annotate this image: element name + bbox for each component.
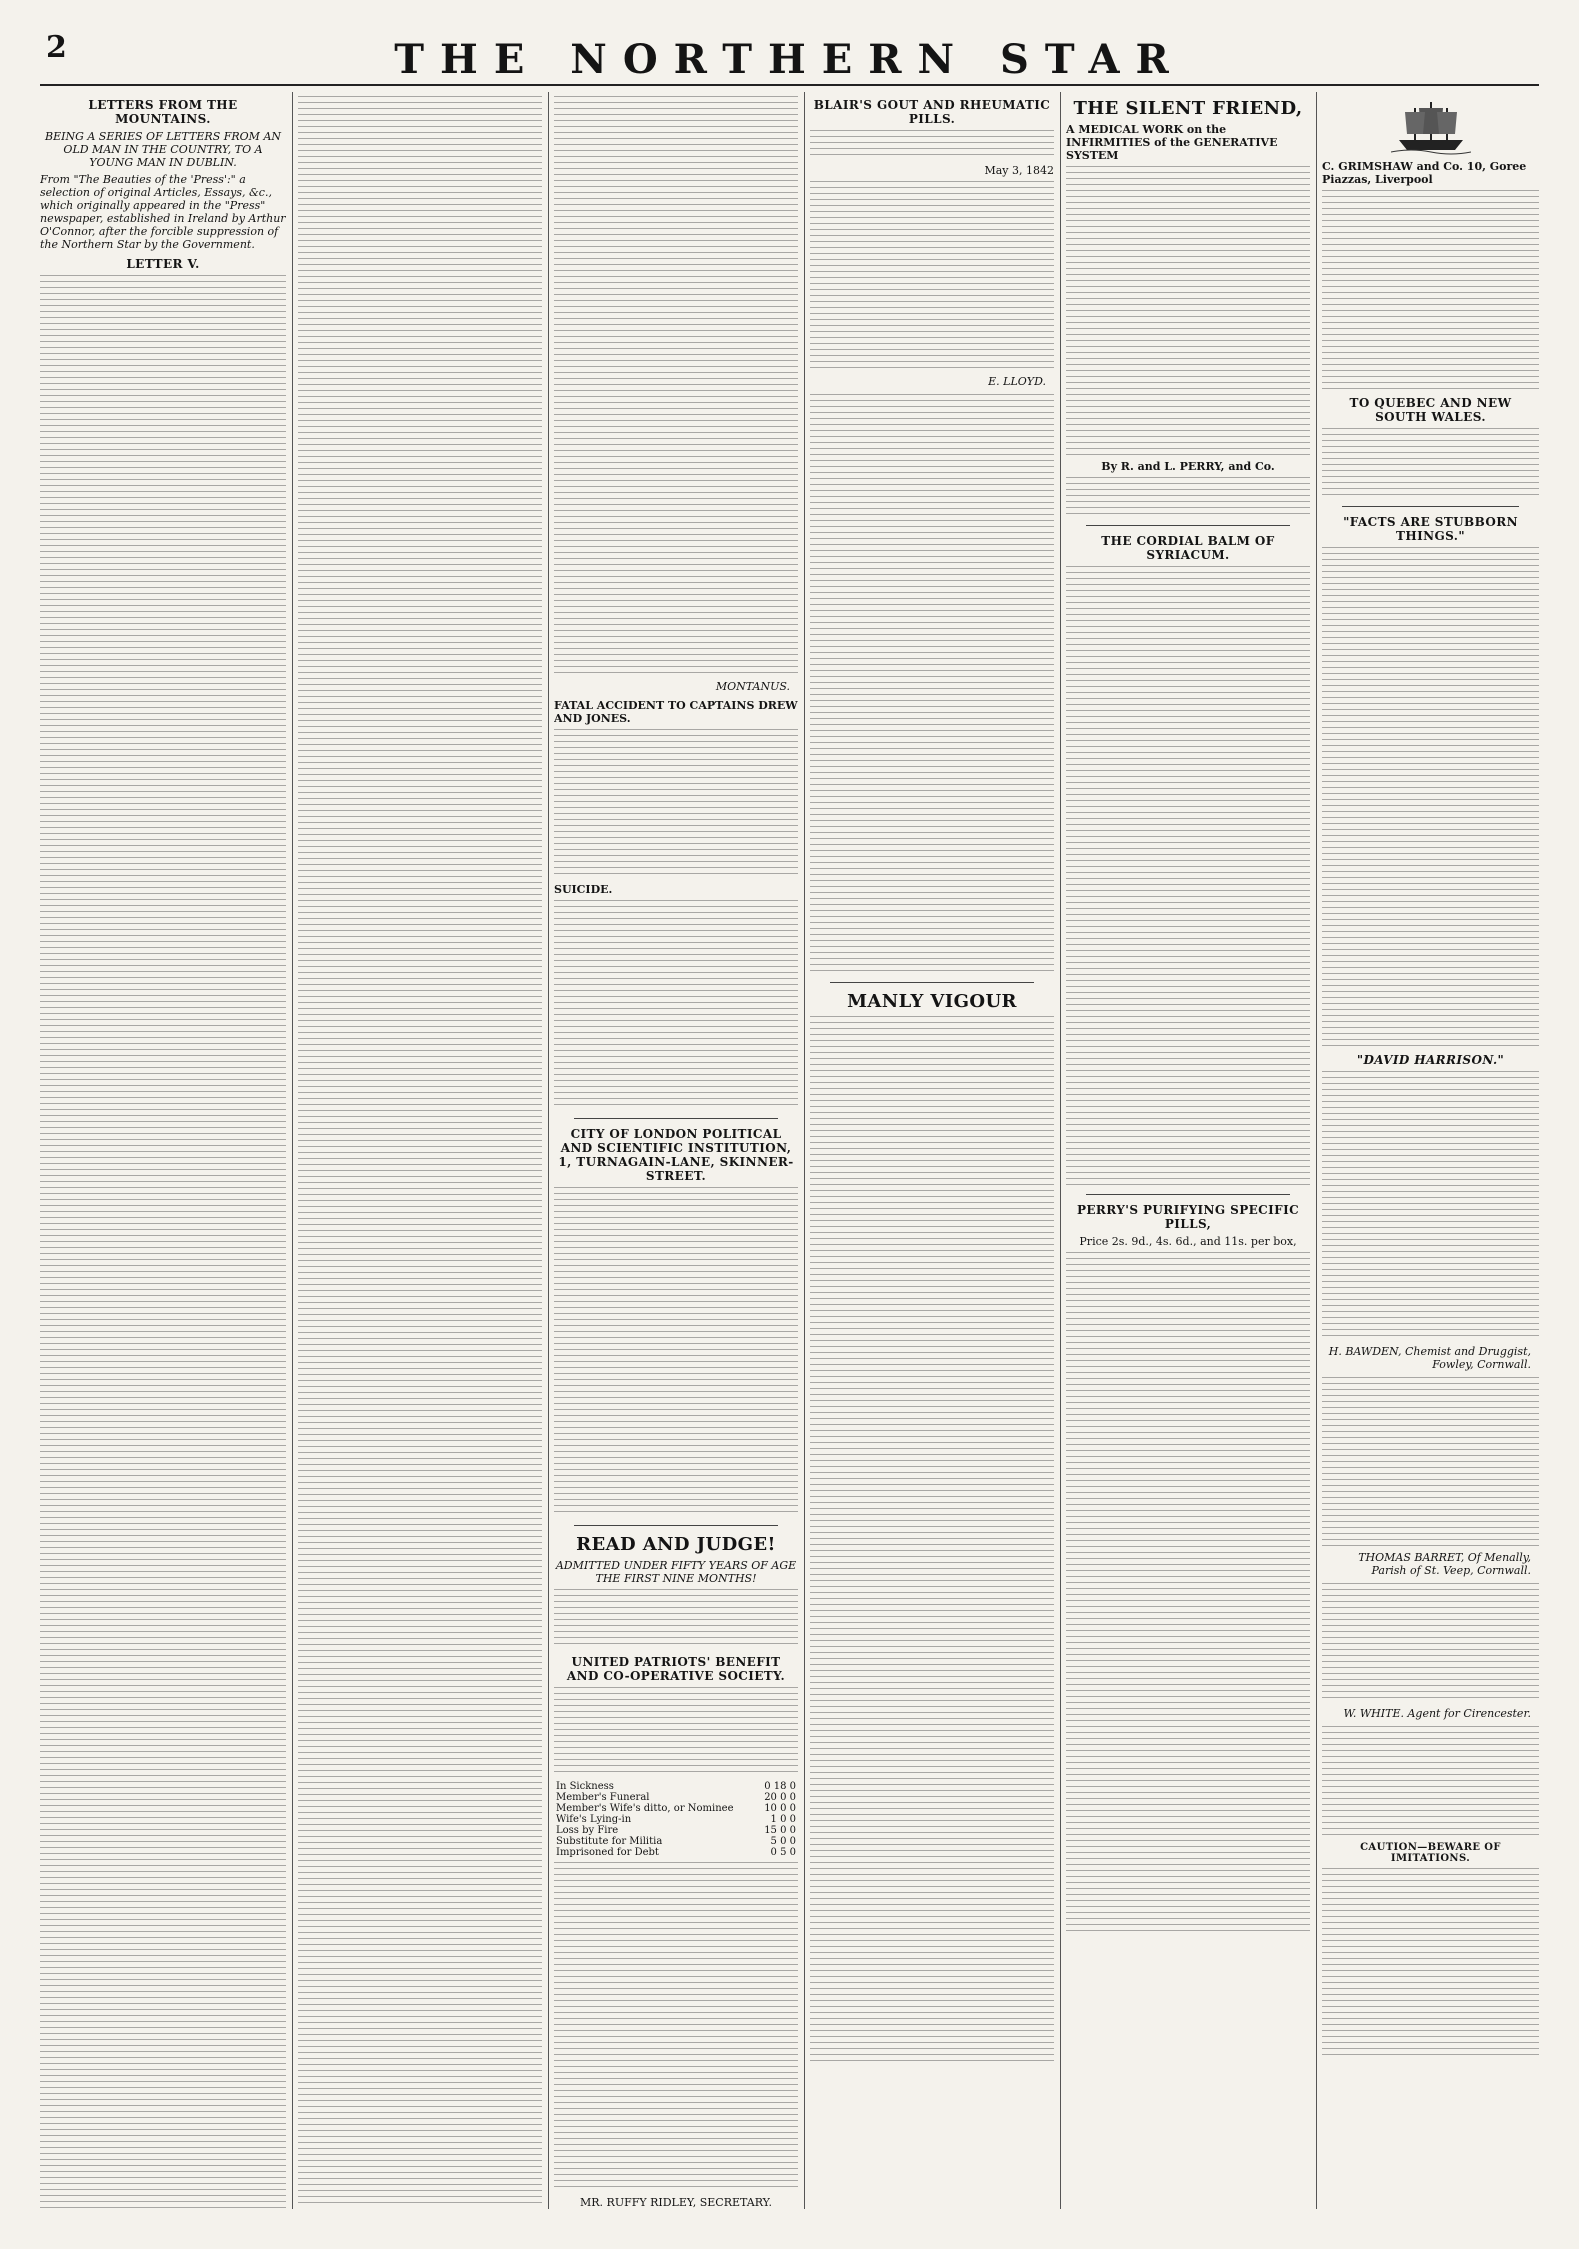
section-divider	[574, 1118, 778, 1119]
shipping-lead: C. GRIMSHAW and Co. 10, Goree Piazzas, Liverpool	[1322, 160, 1527, 186]
silent-friend-lead: A MEDICAL WORK on the INFIRMITIES of the GENERATIVE SYSTEM	[1066, 123, 1278, 162]
article-text-block	[40, 275, 286, 2209]
ad-text-block	[1066, 166, 1310, 456]
column-divider	[1060, 92, 1061, 2209]
society-name: UNITED PATRIOTS' BENEFIT AND CO-OPERATIVE SOCIETY.	[566, 1655, 786, 1683]
column-1	[40, 92, 286, 2209]
institution-heading: CITY OF LONDON POLITICAL AND SCIENTIFIC INSTITUTION, 1, TURNAGAIN-LANE, SKINNER-STREET.	[558, 1127, 794, 1183]
column-divider	[292, 92, 293, 2209]
table-row: In Sickness 0 18 0	[556, 1781, 796, 1792]
table-row: Wife's Lying-in 1 0 0	[556, 1814, 796, 1825]
ad-text-block	[810, 181, 1054, 371]
ad-text-block	[554, 1687, 798, 1777]
pills-price: Price 2s. 9d., 4s. 6d., and 11s. per box,	[1079, 1235, 1297, 1248]
ad-text-block	[1066, 566, 1310, 1186]
column-3	[554, 92, 798, 2209]
cordial-balm-heading: THE CORDIAL BALM OF SYRIACUM.	[1101, 534, 1275, 562]
page-number: 2	[46, 30, 67, 65]
column-2	[298, 92, 542, 2209]
ad-text-block	[1322, 1726, 1539, 1836]
news-item-title: SUICIDE.	[554, 883, 613, 896]
testimony-signature: W. WHITE. Agent for Cirencester.	[1343, 1707, 1531, 1720]
ad-text-block	[1066, 477, 1310, 517]
ad-signature: E. LLOYD.	[988, 375, 1046, 388]
letter-number: LETTER V.	[126, 257, 200, 271]
ad-text-block	[810, 394, 1054, 974]
benefits-table	[554, 1781, 798, 1858]
ad-text-block	[554, 1862, 798, 2192]
column-divider	[804, 92, 805, 2209]
news-text-block	[554, 900, 798, 1110]
purifying-pills-heading: PERRY'S PURIFYING SPECIFIC PILLS,	[1076, 1203, 1300, 1231]
ad-heading: READ AND JUDGE!	[576, 1534, 776, 1555]
ad-subheading: ADMITTED UNDER FIFTY YEARS OF AGE THE FIRST NINE MONTHS!	[555, 1559, 797, 1585]
ad-text-block	[1322, 428, 1539, 498]
ad-text-block	[1322, 190, 1539, 390]
table-row: Imprisoned for Debt 0 5 0	[556, 1847, 796, 1858]
table-row: Member's Funeral 20 0 0	[556, 1792, 796, 1803]
ad-text-block	[810, 1016, 1054, 2066]
ad-date: May 3, 1842	[984, 164, 1054, 177]
facts-heading: "FACTS ARE STUBBORN THINGS."	[1343, 515, 1518, 543]
vigour-heading: MANLY VIGOUR	[847, 991, 1017, 1012]
letters-intro: From "The Beauties of the 'Press':" a selection of original Articles, Essays, &c., which originally appeared in the "Press" newspaper, established in Ireland by Arthur O'Connor, after the forcible suppression of the Northern Star by the Government.	[40, 173, 286, 251]
news-item-title: FATAL ACCIDENT TO CAPTAINS DREW AND JONES.	[554, 699, 798, 725]
ad-text-block	[1322, 1071, 1539, 1341]
column-4	[810, 92, 1054, 2209]
section-divider	[1086, 525, 1290, 526]
ad-text-block	[1322, 1583, 1539, 1703]
testimony-signature: H. BAWDEN, Chemist and Druggist, Fowley, Cornwall.	[1328, 1345, 1531, 1371]
testimony-signature: "DAVID HARRISON."	[1356, 1053, 1505, 1067]
ad-text-block	[554, 1589, 798, 1649]
top-rule	[40, 84, 1539, 86]
column-divider	[548, 92, 549, 2209]
table-row: Substitute for Militia 5 0 0	[556, 1836, 796, 1847]
sailing-ship-icon	[1391, 96, 1471, 156]
letters-heading: LETTERS FROM THE MOUNTAINS.	[88, 98, 238, 126]
blair-heading: BLAIR'S GOUT AND RHEUMATIC PILLS.	[813, 98, 1051, 126]
column-divider	[1316, 92, 1317, 2209]
ad-text-block	[810, 130, 1054, 160]
column-6	[1322, 92, 1539, 2209]
ad-text-block	[1066, 1252, 1310, 1932]
caution-heading: CAUTION—BEWARE OF IMITATIONS.	[1360, 1842, 1501, 1864]
article-text-block	[554, 96, 798, 676]
ad-text-block	[1322, 547, 1539, 1047]
secretary-name: MR. RUFFY RIDLEY, SECRETARY.	[580, 2196, 772, 2209]
section-divider	[830, 982, 1034, 983]
news-text-block	[554, 729, 798, 879]
section-divider	[1342, 506, 1519, 507]
article-text-block	[298, 96, 542, 2206]
authors-line: By R. and L. PERRY, and Co.	[1101, 460, 1275, 473]
table-row: Member's Wife's ditto, or Nominee 10 0 0	[556, 1803, 796, 1814]
masthead: THE NORTHERN STAR	[394, 36, 1185, 83]
destinations-heading: TO QUEBEC AND NEW SOUTH WALES.	[1349, 396, 1512, 424]
section-divider	[1086, 1194, 1290, 1195]
article-signature: MONTANUS.	[715, 680, 790, 693]
letters-subheading: BEING A SERIES OF LETTERS FROM AN OLD MAN IN THE COUNTRY, TO A YOUNG MAN IN DUBLIN.	[44, 130, 282, 169]
ad-text-block	[1322, 1377, 1539, 1547]
silent-friend-heading: THE SILENT FRIEND,	[1073, 98, 1303, 119]
ad-text-block	[1322, 1868, 1539, 2058]
institution-text-block	[554, 1187, 798, 1517]
table-row: Loss by Fire 15 0 0	[556, 1825, 796, 1836]
column-5	[1066, 92, 1310, 2209]
section-divider	[574, 1525, 778, 1526]
testimony-signature: THOMAS BARRET, Of Menally, Parish of St. Veep, Cornwall.	[1358, 1551, 1531, 1577]
